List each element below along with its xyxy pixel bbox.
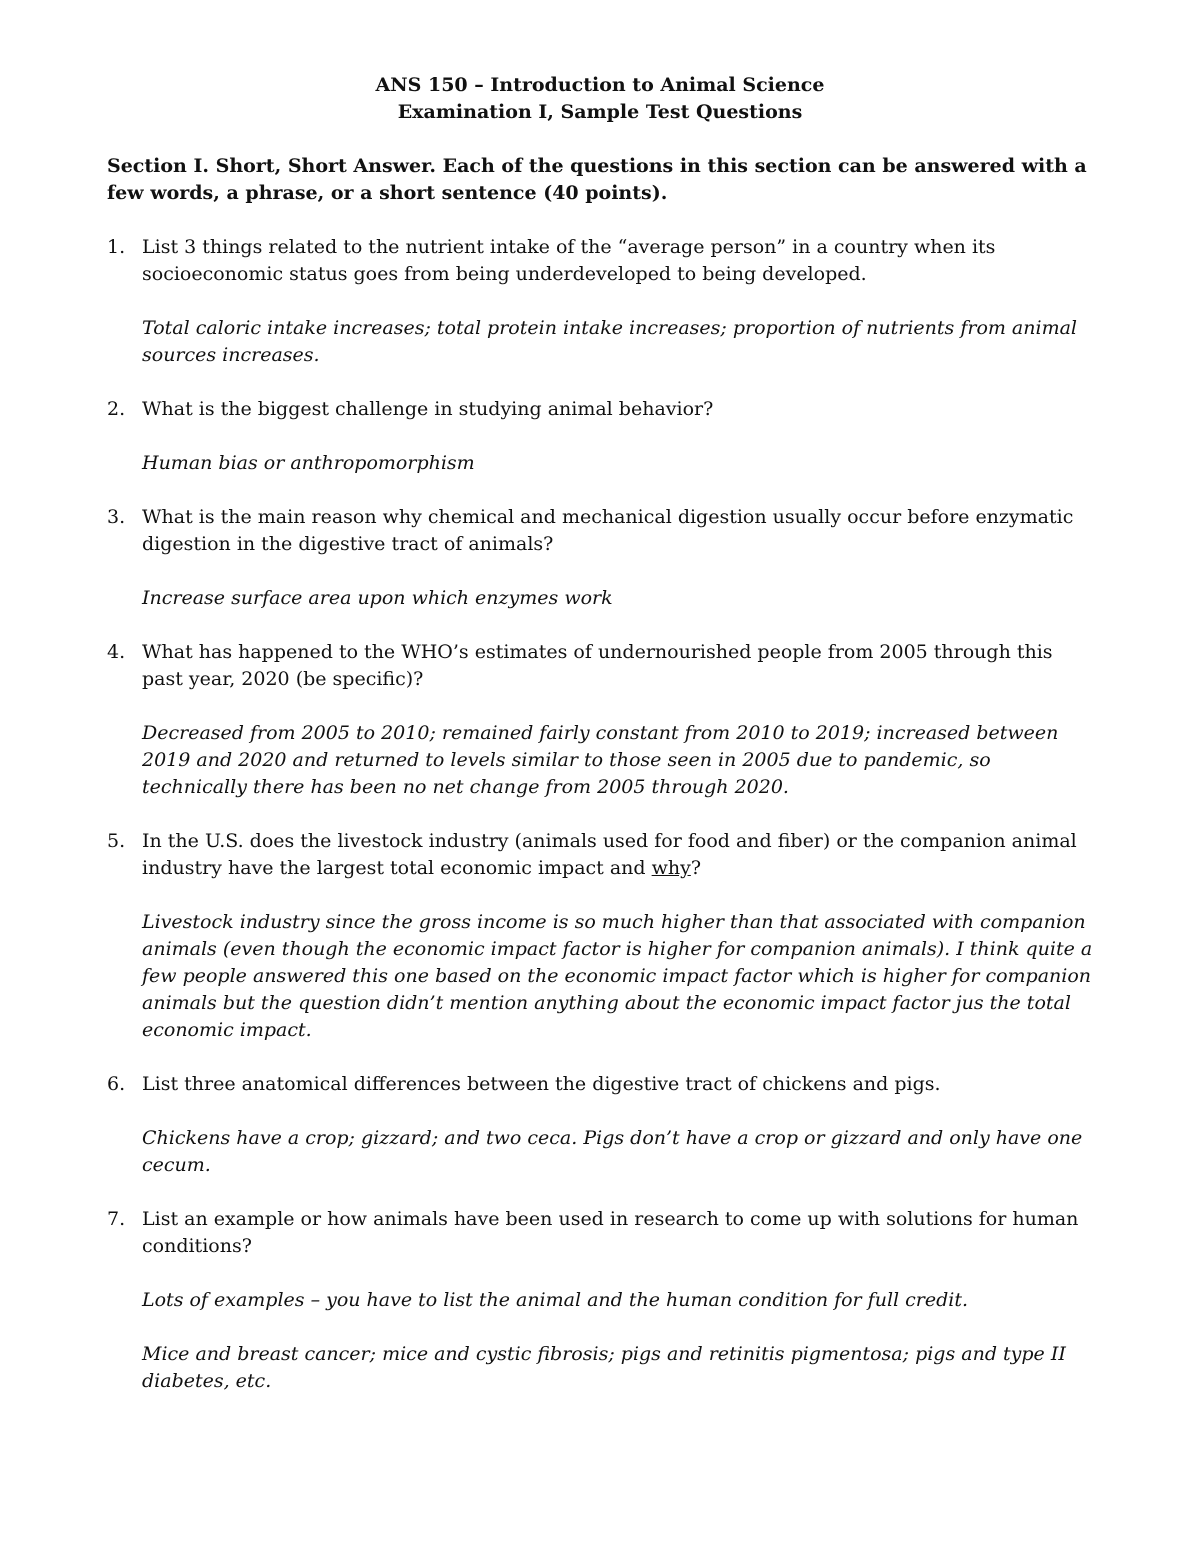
- answer-3: Increase surface area upon which enzymes work: [142, 587, 613, 609]
- answer-7b: Mice and breast cancer; mice and cystic fibrosis; pigs and retinitis pigmentosa; pigs and type II diabetes, etc.: [142, 1343, 1066, 1392]
- question-text: List 3 things related to the nutrient intake of the “average person” in a country when its socioeconomic status goes from being underdeveloped to being developed.: [142, 236, 996, 285]
- answer-5: Livestock industry since the gross income is so much higher than that associated with companion animals (even though the economic impact factor is higher for companion animals). I think quite a few people answered this one based on the economic impact factor which is higher for companion animals but the question didn’t mention anything about the economic impact factor jus the total economic impact.: [142, 911, 1093, 1041]
- question-text: What is the biggest challenge in studying animal behavior?: [142, 398, 714, 420]
- question-text: List three anatomical differences between the digestive tract of chickens and pigs.: [142, 1073, 941, 1095]
- question-5: [107, 828, 1097, 882]
- question-text-end: ?: [690, 857, 702, 879]
- question-number: 6.: [107, 1073, 126, 1095]
- question-6: [107, 1071, 1097, 1098]
- question-4: [107, 639, 1097, 693]
- question-number: 7.: [107, 1208, 126, 1230]
- document-header: [0, 72, 1200, 126]
- question-2: [107, 396, 1097, 423]
- section-heading: Section I. Short, Short Answer. Each of the questions in this section can be answered with a few words, a phrase, or a short sentence (40 points).: [107, 155, 1087, 204]
- question-text: List an example or how animals have been used in research to come up with solutions for human conditions?: [142, 1208, 1079, 1257]
- exam-title: Examination I, Sample Test Questions: [397, 101, 803, 123]
- answer-1: Total caloric intake increases; total protein intake increases; proportion of nutrients from animal sources increases.: [142, 317, 1077, 366]
- answer-2: Human bias or anthropomorphism: [142, 452, 475, 474]
- course-title: ANS 150 – Introduction to Animal Science: [375, 74, 825, 96]
- answer-4: Decreased from 2005 to 2010; remained fairly constant from 2010 to 2019; increased between 2019 and 2020 and returned to levels similar to those seen in 2005 due to pandemic, so technically there has been no net change from 2005 through 2020.: [142, 722, 1059, 798]
- question-number: 2.: [107, 398, 126, 420]
- underlined-word: why: [651, 857, 691, 879]
- answer-6: Chickens have a crop; gizzard; and two ceca. Pigs don’t have a crop or gizzard and only have one cecum.: [142, 1127, 1083, 1176]
- answer-7a: Lots of examples – you have to list the animal and the human condition for full credit.: [142, 1289, 969, 1311]
- question-number: 4.: [107, 641, 126, 663]
- question-text: What has happened to the WHO’s estimates of undernourished people from 2005 through this past year, 2020 (be specific)?: [142, 641, 1053, 690]
- question-text-start: In the U.S. does the livestock industry (animals used for food and fiber) or the companion animal industry have the largest total economic impact and: [142, 830, 1077, 879]
- question-3: [107, 504, 1097, 558]
- question-7: [107, 1206, 1097, 1260]
- question-text: [142, 828, 1097, 882]
- question-number: 3.: [107, 506, 126, 528]
- question-number: 5.: [107, 830, 126, 852]
- question-number: 1.: [107, 236, 126, 258]
- question-1: [107, 234, 1097, 288]
- question-text: What is the main reason why chemical and mechanical digestion usually occur before enzymatic digestion in the digestive tract of animals?: [142, 506, 1074, 555]
